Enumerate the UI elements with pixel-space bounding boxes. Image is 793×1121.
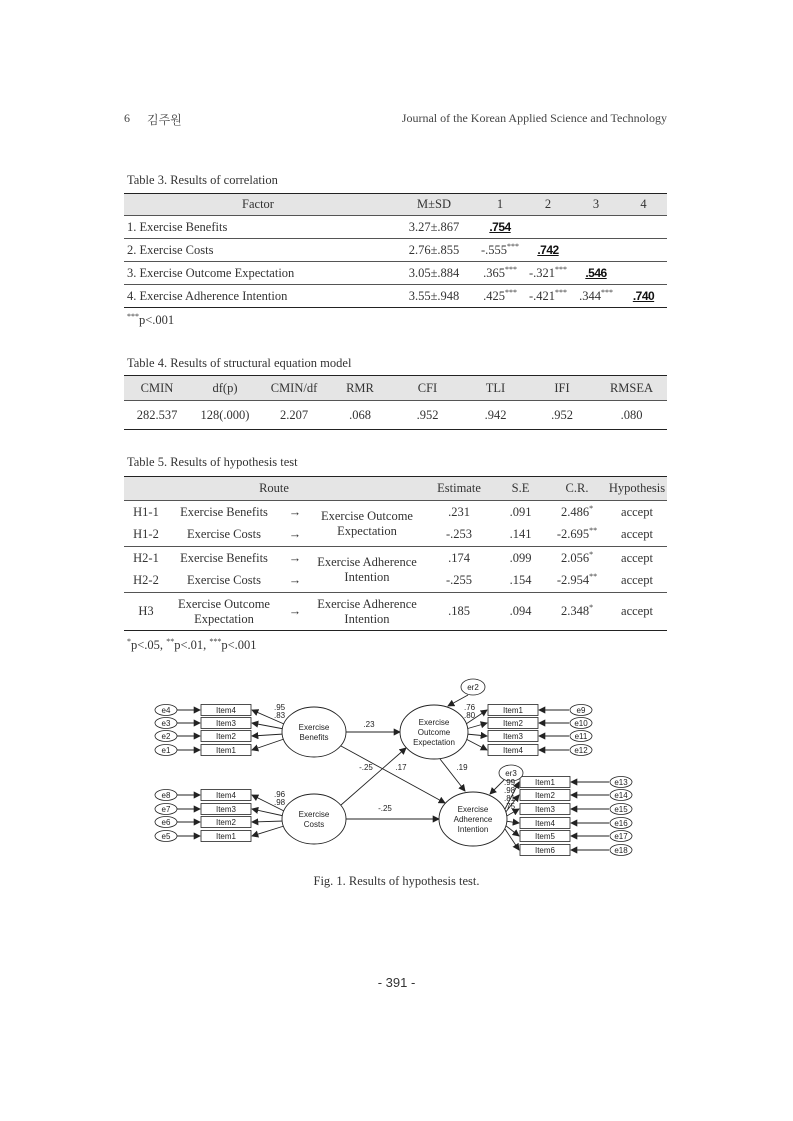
cr-cell [547,501,607,524]
sig-marker: *** [504,287,517,297]
loading-arrow [252,734,284,736]
route-arrow: → [288,550,302,565]
hypothesis-id: H1-1 [133,504,159,519]
loading-arrow [252,826,284,836]
corr-cell [572,285,620,308]
table-row [124,262,667,285]
latent-label: Costs [303,820,325,829]
corr-cell [476,239,524,262]
table5-header: C.R. [565,481,589,495]
error-label: e10 [574,719,588,728]
corr-cell [572,239,620,262]
fit-value: .952 [416,407,439,422]
disturbance-label: er3 [505,769,517,778]
fit-value: .942 [484,407,507,422]
table4-header: CMIN [140,380,174,395]
sig-marker: *** [600,287,613,297]
loading-arrow [466,723,487,729]
journal-header: Journal of the Korean Applied Science and Technology [401,111,667,125]
error-label: e2 [161,732,171,741]
table4-header: CMIN/df [270,380,318,395]
item-label: Item4 [215,706,237,715]
item-label: Item1 [502,706,524,715]
se-cell: .094 [509,604,532,618]
hypothesis-id: H2-2 [133,573,159,588]
table4-header: CFI [417,380,438,395]
item-label: Item4 [502,746,524,755]
corr-value: .365 [483,265,505,280]
item-label: Item1 [215,746,237,755]
cr-value: -2.695 [556,527,590,542]
route-arrow: → [288,504,302,519]
figure-caption: Fig. 1. Results of hypothesis test. [313,874,480,888]
error-label: e14 [614,791,628,800]
corr-cell [620,239,667,262]
msd-cell: 3.27±.867 [408,219,460,234]
route-from: Exercise Benefits [180,504,268,519]
fit-value: .080 [620,407,643,422]
table-row [124,239,667,262]
loading-value: .98 [504,786,516,795]
corr-cell [572,216,620,239]
route-to: Exercise Adherence Intention [317,596,417,626]
correlation-table [124,193,667,308]
loading-value: .95 [274,703,286,712]
loading-arrow [252,739,284,750]
error-label: e7 [161,805,171,814]
hypothesis-result: accept [621,604,653,618]
note-text: p<.05, [131,638,164,652]
hypothesis-result: accept [621,550,653,565]
loading-value: .83 [274,711,286,720]
path-coefficient: .23 [363,720,375,729]
table5-header: S.E [511,481,530,495]
loading-arrow [466,734,487,736]
route-from: Exercise Costs [187,573,261,588]
table3-header: 1 [496,197,504,211]
error-label: e18 [614,846,628,855]
latent-label: Benefits [299,733,329,742]
fit-value: .068 [349,407,371,422]
table5-header: Hypothesis [608,481,666,495]
corr-cell [524,216,572,239]
note-text: p<.001 [221,638,257,652]
loading-arrow [505,825,519,836]
route-arrow: → [288,573,302,588]
error-label: e5 [161,832,171,841]
diagonal-value: .546 [585,265,607,280]
loading-value: .76 [464,703,476,712]
error-label: e16 [614,819,628,828]
estimate-cell: -.253 [445,527,473,542]
item-label: Item4 [534,819,556,828]
table3-header: M±SD [417,197,451,211]
sig-marker: *** [127,312,139,321]
item-label: Item3 [534,805,556,814]
loading-value: .99 [504,778,516,787]
latent-label: Exercise [457,805,489,814]
corr-value: -.421 [528,288,556,303]
fit-value: .952 [551,407,573,422]
latent-oval [282,707,346,757]
error-label: e12 [574,746,588,755]
corr-value: -.321 [528,265,556,280]
cr-cell [547,547,607,570]
route-arrow: → [288,604,302,618]
error-label: e8 [161,791,171,800]
error-label: e3 [161,719,171,728]
factor-cell: 4. Exercise Adherence Intention [127,288,288,303]
path-coefficient: .19 [456,763,468,772]
msd-cell: 2.76±.855 [408,242,460,257]
note-text: p<.001 [139,313,175,327]
sig-marker: * [589,549,594,559]
sig-marker: *** [555,264,568,274]
route-arrow: → [288,527,302,542]
sig-marker: ** [589,572,598,582]
table3-header-row [124,194,667,216]
cr-value: 2.056 [560,550,590,565]
sig-marker: * [589,503,594,513]
diagonal-value: .742 [537,242,559,257]
corr-cell [572,262,620,285]
corr-cell [476,285,524,308]
loading-arrow [466,739,487,750]
table5-header: Estimate [437,481,481,495]
loading-arrow [252,809,284,816]
latent-label: Adherence [453,815,493,824]
se-cell: .099 [509,550,532,565]
loading-value: .80 [464,711,476,720]
route-from: Exercise Outcome Expectation [178,596,270,626]
corr-cell [620,285,667,308]
table-row [124,501,667,524]
loading-value: .96 [274,790,286,799]
error-label: e17 [614,832,628,841]
error-label: e15 [614,805,628,814]
factor-cell: 1. Exercise Benefits [127,219,228,234]
table3-header: Factor [242,197,274,211]
hypothesis-result: accept [621,573,653,588]
table5-note [127,638,257,653]
error-label: e9 [576,706,586,715]
route-from: Exercise Benefits [180,550,268,565]
table4-header: RMSEA [609,380,654,395]
table4-header-row [124,376,667,401]
sig-marker: *** [507,241,520,251]
cr-value: -2.954 [556,573,590,588]
item-label: Item1 [215,832,237,841]
cr-cell [547,524,607,547]
disturbance-arrow [490,780,504,794]
table5-caption: Table 5. Results of hypothesis test [127,455,298,469]
table4-caption: Table 4. Results of structural equation model [127,356,352,370]
se-cell: .091 [509,504,532,519]
cr-cell [547,570,607,593]
msd-cell: 3.55±.948 [408,288,460,303]
latent-label: Intention [457,825,489,834]
cr-value: 2.486 [560,504,590,519]
sig-marker: * [589,603,594,612]
table4-header: df(p) [212,380,238,395]
sig-marker: * [127,637,131,646]
table-row [124,285,667,308]
item-label: Item4 [215,791,237,800]
corr-cell [476,262,524,285]
estimate-cell: .231 [448,504,470,519]
route-to: Exercise Adherence Intention [317,554,417,584]
loading-value: .75 [504,802,516,811]
fit-value: 282.537 [136,407,178,422]
latent-label: Expectation [413,738,455,747]
table3-caption: Table 3. Results of correlation [127,173,278,187]
corr-cell [476,216,524,239]
hypothesis-id: H2-1 [133,550,159,565]
latent-label: Exercise [418,718,450,727]
sig-marker: *** [504,264,517,274]
fit-value: 128(.000) [200,407,250,422]
diagonal-value: .740 [632,288,655,303]
hypothesis-table [124,476,667,631]
loading-value: .81 [504,794,516,803]
table3-note [127,313,174,328]
latent-label: Exercise [298,810,330,819]
corr-value: .425 [483,288,505,303]
corr-value: -.555 [480,242,508,257]
corr-cell [620,216,667,239]
error-label: e11 [574,732,588,741]
item-label: Item5 [534,832,556,841]
diagonal-value: .754 [489,219,511,234]
corr-cell [524,285,572,308]
latent-oval [282,794,346,844]
item-label: Item2 [215,732,237,741]
path-coefficient: -.25 [378,804,392,813]
sig-marker: ** [589,526,598,536]
table5-header: Route [259,481,289,495]
hypothesis-id: H1-2 [133,527,159,542]
loading-arrow [252,821,284,822]
sem-fit-table [124,375,667,430]
page-number-header: 6 [124,111,130,125]
route-to: Exercise Outcome Expectation [321,508,413,538]
error-label: e13 [614,778,628,787]
note-text: p<.01, [174,638,207,652]
route-from: Exercise Costs [187,527,261,542]
sem-diagram [148,674,638,864]
cr-cell [547,593,607,631]
estimate-cell: .174 [448,550,470,565]
corr-cell [524,262,572,285]
error-label: e1 [161,746,171,755]
loading-value: .98 [274,798,286,807]
table3-header: 3 [592,197,600,211]
sig-marker: *** [555,287,568,297]
loading-arrow [252,723,284,729]
loading-arrow [505,829,519,850]
item-label: Item3 [215,719,237,728]
latent-label: Exercise [298,723,330,732]
factor-cell: 3. Exercise Outcome Expectation [127,265,295,280]
estimate-cell: .185 [448,604,470,618]
sig-marker: ** [166,637,175,646]
corr-cell [620,262,667,285]
hypothesis-result: accept [621,504,653,519]
table4-header: IFI [554,380,570,395]
table-row [124,547,667,570]
latent-label: Outcome [417,728,451,737]
table-row [124,593,667,631]
cr-value: 2.348 [560,604,590,618]
table4-header: RMR [346,380,374,395]
item-label: Item6 [534,846,556,855]
fit-value: 2.207 [279,407,309,422]
table3-header: 4 [640,197,647,211]
table-row [124,401,667,430]
item-label: Item2 [215,818,237,827]
table5-header-row [124,477,667,501]
factor-cell: 2. Exercise Costs [127,242,214,257]
item-label: Item3 [215,805,237,814]
table4-header: TLI [485,380,506,395]
author-header: 김주원 [147,113,182,127]
error-label: e4 [161,706,171,715]
path-coefficient: .17 [395,763,407,772]
hypothesis-id: H3 [138,604,154,618]
hypothesis-result: accept [621,527,653,542]
estimate-cell: -.255 [445,573,473,588]
se-cell: .141 [509,527,532,542]
disturbance-label: er2 [467,683,479,692]
table-row [124,216,667,239]
item-label: Item3 [502,732,524,741]
table3-header: 2 [544,197,552,211]
corr-value: .344 [579,288,601,303]
page-number-footer: - 391 - [377,975,416,990]
se-cell: .154 [509,573,532,588]
msd-cell: 3.05±.884 [408,265,460,280]
error-label: e6 [161,818,171,827]
item-label: Item2 [534,791,556,800]
corr-cell [524,239,572,262]
path-coefficient: -.25 [359,763,373,772]
item-label: Item2 [502,719,524,728]
item-label: Item1 [534,778,556,787]
sig-marker: *** [209,637,222,646]
